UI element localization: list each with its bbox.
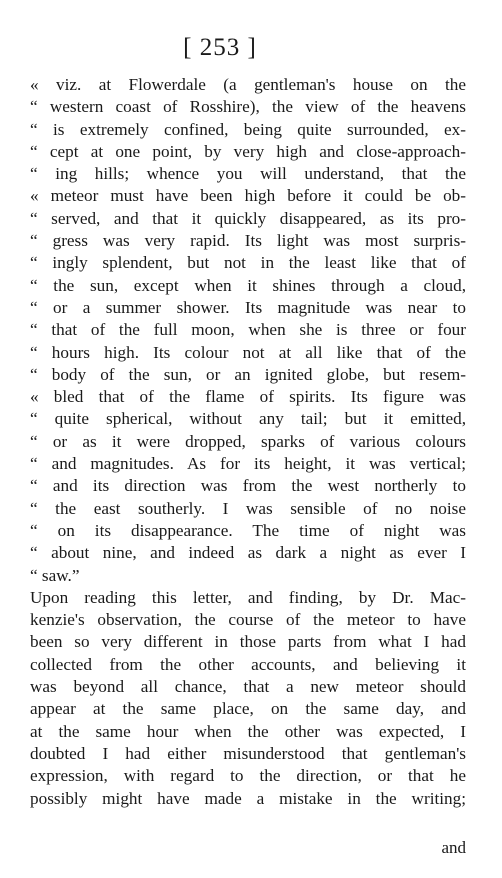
text-line: “ ingly splendent, but not in the least like that of [30,253,466,273]
text-line: “ body of the sun, or an ignited globe, but resem- [30,364,466,384]
text-line: “ and magnitudes. As for its height, it was vertical; [30,454,466,474]
text-line: Upon reading this letter, and finding, by Dr. Mac- [30,587,466,607]
text-line: “ and its direction was from the west northerly to [30,476,466,496]
text-line: « bled that of the flame of spirits. Its figure was [30,387,466,407]
page-number: [ 253 ] [183,34,257,61]
text-line: at the same hour when the other was expected, I [30,721,466,741]
text-line: kenzie's observation, the course of the meteor to have [30,610,466,630]
text-line: “ about nine, and indeed as dark a night as ever I [30,543,466,563]
body-text [30,74,466,810]
text-line: “ ing hills; whence you will understand, that the [30,164,466,184]
text-line: “ served, and that it quickly disappeared, as its pro- [30,208,466,228]
text-line: « meteor must have been high before it could be ob- [30,186,466,206]
text-line: “ hours high. Its colour not at all like that of the [30,342,466,362]
text-line: “ on its disappearance. The time of night was [30,520,466,540]
text-line: “ or as it were dropped, sparks of various colours [30,431,466,451]
text-line: possibly might have made a mistake in the writing; [30,788,466,808]
text-line: “ western coast of Rosshire), the view of the heavens [30,97,466,117]
text-line: expression, with regard to the direction, or that he [30,766,466,786]
text-line: “ the sun, except when it shines through a cloud, [30,275,466,295]
text-line: doubted I had either misunderstood that gentleman's [30,743,466,763]
text-line: “ or a summer shower. Its magnitude was near to [30,297,466,317]
text-line: was beyond all chance, that a new meteor should [30,677,466,697]
text-line: collected from the other accounts, and believing it [30,654,466,674]
text-line: “ that of the full moon, when she is three or four [30,320,466,340]
text-line: “ quite spherical, without any tail; but it emitted, [30,409,466,429]
text-line: “ cept at one point, by very high and close-approach- [30,141,466,161]
text-line: “ the east southerly. I was sensible of no noise [30,498,466,518]
text-line: “ gress was very rapid. Its light was most surpris- [30,231,466,251]
catchword: and [441,838,466,857]
text-line: “ is extremely confined, being quite surrounded, ex- [30,119,466,139]
text-line: « viz. at Flowerdale (a gentleman's house on the [30,75,466,94]
text-line: appear at the same place, on the same day, and [30,699,466,719]
text-line: “ saw.” [30,565,80,585]
text-line: been so very different in those parts from what I had [30,632,466,652]
